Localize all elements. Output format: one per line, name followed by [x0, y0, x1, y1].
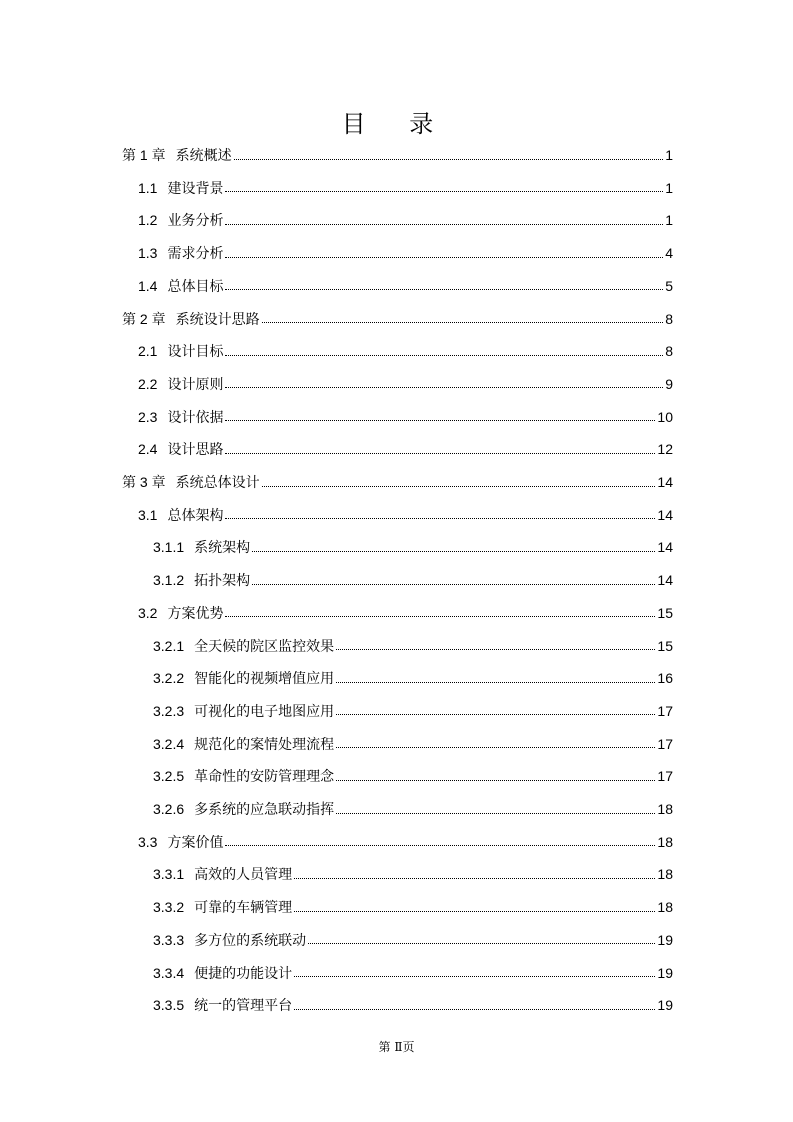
toc-entry-number: 2.2 [138, 375, 158, 392]
toc-dot-leader [225, 257, 663, 258]
toc-entry-page-number: 14 [657, 474, 673, 490]
toc-entry-title: 方案优势 [167, 605, 224, 622]
toc-entry[interactable] [138, 599, 673, 627]
toc-dot-leader [336, 714, 655, 715]
toc-entry-page-number: 17 [657, 768, 673, 785]
toc-entry-title: 业务分析 [167, 213, 224, 230]
toc-entry-number: 3.3.2 [153, 899, 185, 916]
toc-title: 目 录 [341, 110, 452, 138]
toc-dot-leader [294, 1009, 655, 1010]
toc-entry-page-number: 16 [657, 670, 673, 687]
toc-entry-title: 设计依据 [167, 409, 224, 426]
toc-dot-leader [252, 584, 655, 585]
toc-entry[interactable] [138, 370, 673, 398]
page-footer: 第 Ⅱ页 [378, 1040, 415, 1054]
toc-entry-title: 总体架构 [167, 507, 224, 524]
toc-entry-page-number: 14 [657, 506, 673, 523]
toc-dot-leader [336, 813, 655, 814]
toc-entry-number: 1.1 [138, 179, 158, 196]
toc-entry-number: 3.1.1 [153, 539, 185, 556]
toc-entry[interactable] [138, 272, 673, 300]
toc-entry-number: 3.2.1 [153, 637, 185, 654]
toc-entry[interactable] [153, 632, 673, 660]
toc-entry[interactable] [122, 305, 673, 333]
toc-entry[interactable] [138, 206, 673, 234]
toc-entry-page-number: 18 [657, 801, 673, 817]
toc-entry-number: 3.2 [138, 604, 158, 621]
toc-dot-leader [336, 747, 655, 748]
toc-entry-page-number: 19 [657, 964, 673, 981]
toc-entry-number: 3.3 [138, 833, 158, 850]
toc-dot-leader [225, 289, 663, 290]
toc-entry-number: 3.2.3 [153, 702, 185, 719]
toc-entry-number: 2.3 [138, 408, 158, 425]
toc-dot-leader [225, 616, 655, 617]
toc-entry[interactable] [138, 239, 673, 267]
toc-dot-leader [294, 878, 655, 879]
toc-entry-page-number: 1 [665, 212, 673, 229]
toc-entry-page-number: 8 [665, 310, 673, 327]
toc-dot-leader [225, 387, 663, 388]
toc-entry-number: 1.3 [138, 245, 158, 262]
toc-entry[interactable] [138, 337, 673, 365]
toc-entry-title: 统一的管理平台 [194, 998, 293, 1015]
toc-entry[interactable] [153, 860, 673, 888]
toc-entry-title: 拓扑架构 [194, 573, 251, 590]
toc-entry-title: 建设背景 [167, 180, 224, 197]
toc-entry-title: 系统设计思路 [175, 311, 260, 328]
toc-entry-page-number: 19 [657, 997, 673, 1014]
toc-entry-number: 3.3.4 [153, 964, 185, 981]
toc-entry[interactable] [153, 697, 673, 725]
toc-entry-number: 第 2 章 [122, 310, 166, 327]
toc-entry-page-number: 8 [665, 343, 673, 360]
toc-entry[interactable] [153, 795, 673, 823]
toc-entry[interactable] [153, 959, 673, 987]
toc-entry[interactable] [138, 501, 673, 529]
toc-entry-number: 2.4 [138, 441, 158, 458]
toc-entry-page-number: 1 [665, 179, 673, 196]
toc-entry-number: 3.1 [138, 506, 158, 523]
toc-entry-title: 多系统的应急联动指挥 [194, 802, 335, 818]
toc-entry-number: 2.1 [138, 343, 158, 360]
toc-entry-title: 革命性的安防管理理念 [194, 769, 335, 786]
toc-dot-leader [225, 191, 663, 192]
toc-entry-page-number: 15 [657, 637, 673, 654]
toc-entry[interactable] [122, 468, 673, 496]
toc-entry-title: 多方位的系统联动 [194, 932, 307, 949]
toc-entry-title: 便捷的功能设计 [194, 965, 293, 982]
toc-entry-page-number: 5 [665, 277, 673, 294]
toc-entry[interactable] [138, 828, 673, 856]
toc-dot-leader [294, 911, 655, 912]
toc-entry[interactable] [153, 762, 673, 790]
toc-entry[interactable] [153, 533, 673, 561]
toc-entry-page-number: 14 [657, 572, 673, 589]
toc-entry-page-number: 18 [657, 899, 673, 916]
toc-entry-title: 需求分析 [167, 246, 224, 263]
toc-entry-title: 方案价值 [167, 834, 224, 851]
toc-entry-page-number: 14 [657, 539, 673, 556]
toc-dot-leader [336, 682, 655, 683]
toc-entry[interactable] [153, 730, 673, 758]
toc-entry-page-number: 12 [657, 441, 673, 458]
toc-dot-leader [336, 649, 655, 650]
toc-entry[interactable] [153, 893, 673, 921]
toc-entry-number: 3.3.1 [153, 866, 185, 883]
toc-entry-page-number: 18 [657, 833, 673, 850]
toc-dot-leader [262, 322, 664, 323]
toc-entry-page-number: 18 [657, 866, 673, 883]
toc-entry-page-number: 10 [657, 408, 673, 425]
toc-dot-leader [252, 551, 655, 552]
toc-entry-title: 总体目标 [167, 278, 224, 295]
toc-entry-title: 系统架构 [194, 540, 251, 557]
toc-dot-leader [234, 159, 664, 160]
toc-entry-number: 3.3.3 [153, 931, 185, 948]
toc-entry-page-number: 4 [665, 245, 673, 262]
toc-entry-title: 规范化的案情处理流程 [194, 736, 335, 753]
toc-entry-number: 3.2.6 [153, 801, 185, 817]
toc-entry-title: 设计目标 [167, 344, 224, 361]
toc-entry-title: 可视化的电子地图应用 [194, 703, 335, 720]
toc-entry-number: 第 1 章 [122, 147, 166, 163]
toc-entry[interactable] [138, 435, 673, 463]
toc-dot-leader [262, 486, 656, 487]
toc-entry-number: 1.2 [138, 212, 158, 229]
toc-dot-leader [225, 518, 655, 519]
toc-entry-number: 3.1.2 [153, 572, 185, 589]
toc-entry[interactable] [153, 991, 673, 1019]
toc-entry-number: 3.2.2 [153, 670, 185, 687]
toc-entry-number: 3.3.5 [153, 997, 185, 1014]
toc-entry[interactable] [138, 403, 673, 431]
toc-entry-number: 3.2.5 [153, 768, 185, 785]
toc-entry-title: 系统总体设计 [175, 475, 260, 491]
toc-entry-page-number: 17 [657, 735, 673, 752]
toc-entry-page-number: 17 [657, 702, 673, 719]
toc-entry-title: 设计原则 [167, 376, 224, 393]
toc-entry-title: 设计思路 [167, 442, 224, 459]
toc-entry-title: 全天候的院区监控效果 [194, 638, 335, 655]
toc-entry-title: 高效的人员管理 [194, 867, 293, 884]
toc-dot-leader [225, 845, 655, 846]
toc-dot-leader [308, 943, 655, 944]
toc-entry-page-number: 19 [657, 931, 673, 948]
toc-dot-leader [225, 355, 663, 356]
toc-entry-title: 智能化的视频增值应用 [194, 671, 335, 688]
toc-entry-title: 系统概述 [175, 148, 232, 164]
toc-dot-leader [225, 224, 663, 225]
toc-entry-number: 1.4 [138, 277, 158, 294]
toc-entry-page-number: 9 [665, 375, 673, 392]
toc-entry-page-number: 1 [665, 147, 673, 163]
toc-entry[interactable] [122, 141, 673, 169]
toc-entry-page-number: 15 [657, 604, 673, 621]
toc-entry[interactable] [138, 174, 673, 202]
toc-entry-title: 可靠的车辆管理 [194, 900, 293, 917]
toc-dot-leader [225, 453, 655, 454]
toc-entry-number: 3.2.4 [153, 735, 185, 752]
toc-dot-leader [294, 976, 655, 977]
toc-dot-leader [336, 780, 655, 781]
toc-entry-number: 第 3 章 [122, 474, 166, 490]
toc-dot-leader [225, 420, 655, 421]
toc-entry[interactable] [153, 566, 673, 594]
toc-entry[interactable] [153, 664, 673, 692]
toc-entry[interactable] [153, 926, 673, 954]
